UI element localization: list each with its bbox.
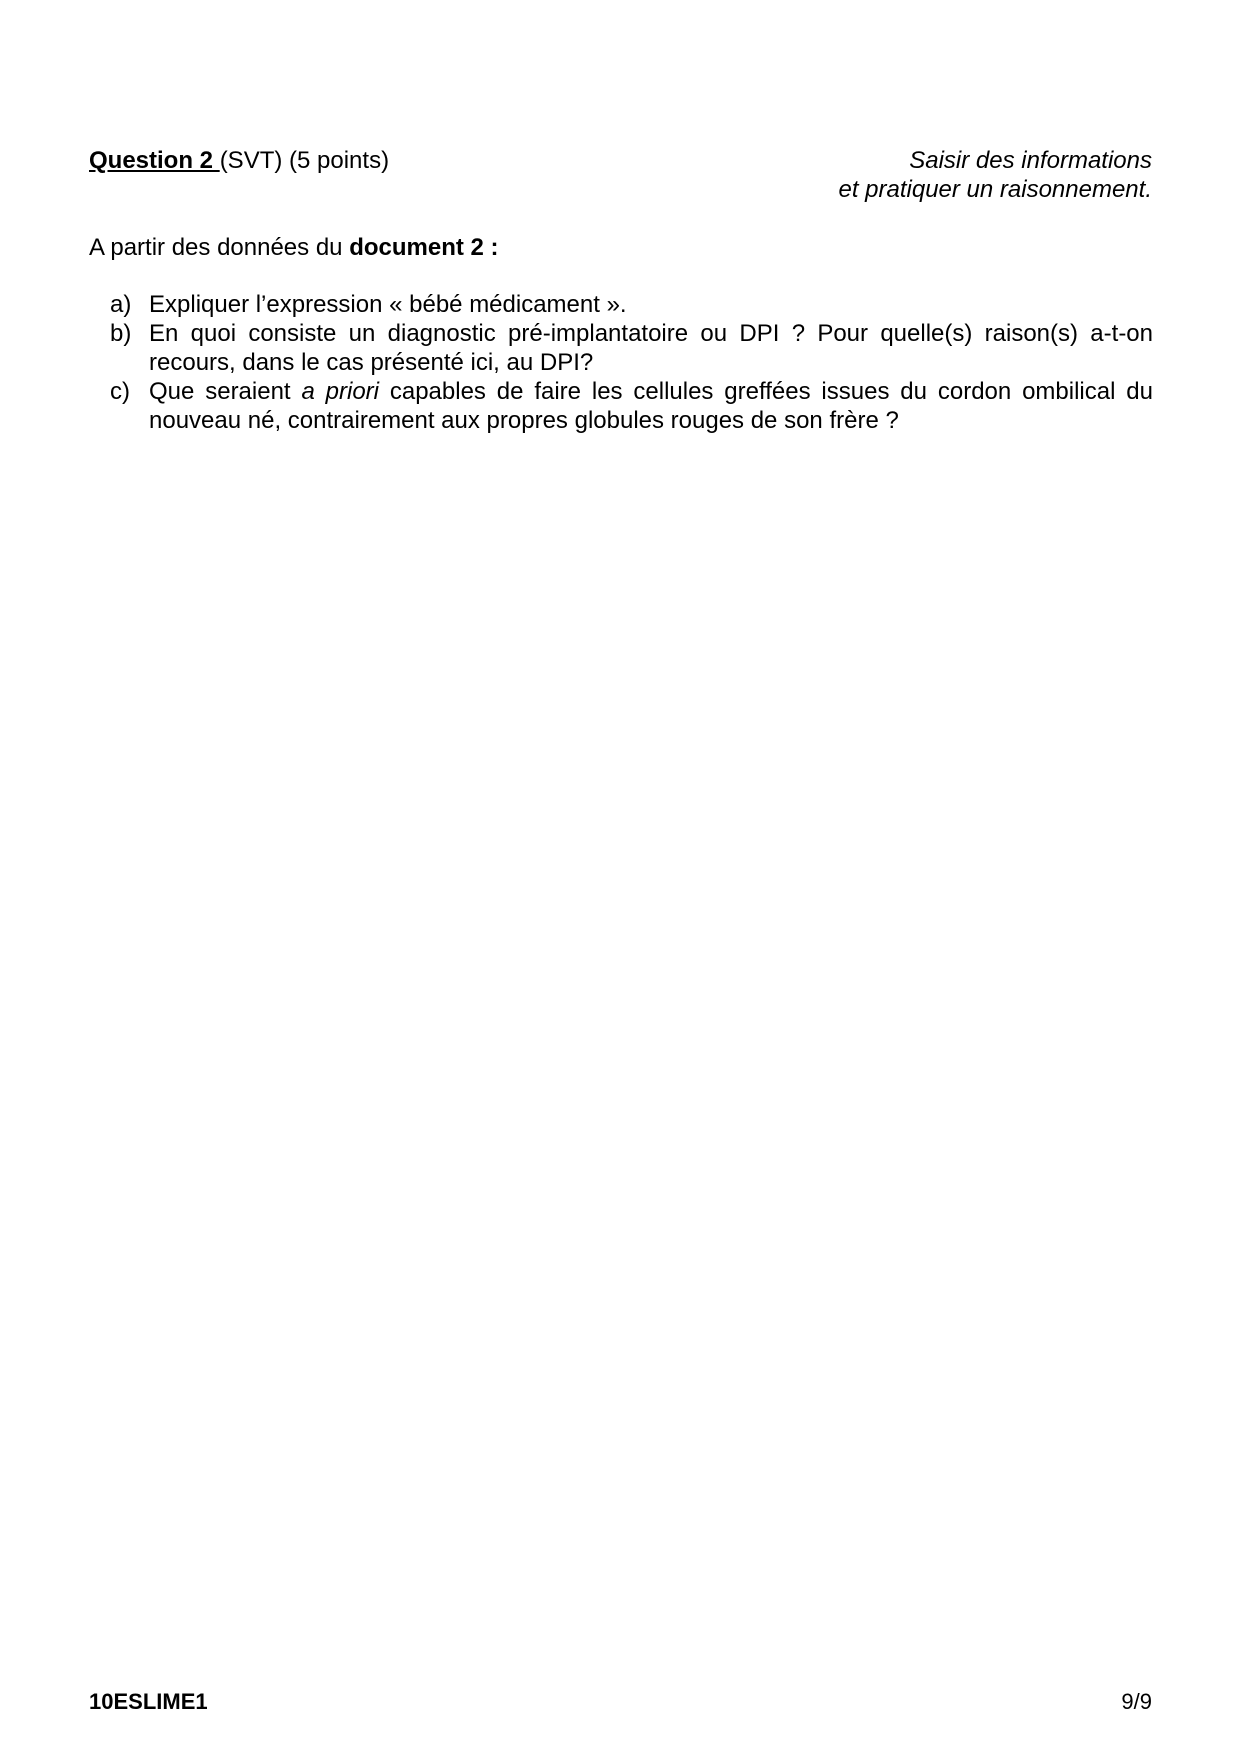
question-text-italic: a priori [301, 378, 379, 405]
question-title [89, 146, 389, 175]
question-label: Question 2 [89, 147, 220, 174]
question-text: Expliquer l’expression « bébé médicament ». [149, 291, 627, 318]
intro-document-ref: document 2 : [349, 234, 499, 261]
skills-line-1: Saisir des informations [909, 147, 1152, 174]
skills-note [838, 146, 1152, 204]
question-letter: b) [110, 320, 132, 347]
intro-sentence [89, 233, 499, 262]
question-item-a [110, 290, 1153, 319]
exam-code: 10ESLIME1 [89, 1689, 208, 1714]
question-item-b [110, 319, 1153, 377]
question-letter: a) [110, 291, 132, 318]
question-list [110, 290, 1153, 435]
question-text-start: Que seraient [149, 378, 302, 405]
question-letter: c) [110, 378, 130, 405]
page-number: 9/9 [1121, 1689, 1152, 1714]
question-text [149, 378, 1153, 434]
question-text-end: capables de faire les cellules greffées issues du cordon ombilical du nouveau né, contrairement aux propres globules rouges de son frère ? [149, 378, 1153, 434]
skills-line-2: et pratiquer un raisonnement. [838, 176, 1152, 203]
intro-prefix: A partir des données du [89, 234, 350, 261]
question-item-c [110, 377, 1153, 435]
question-text: En quoi consiste un diagnostic pré-implantatoire ou DPI ? Pour quelle(s) raison(s) a-t-on recours, dans le cas présenté ici, au DPI? [149, 320, 1153, 376]
question-header [89, 146, 1152, 206]
question-details: (SVT) (5 points) [219, 147, 390, 174]
